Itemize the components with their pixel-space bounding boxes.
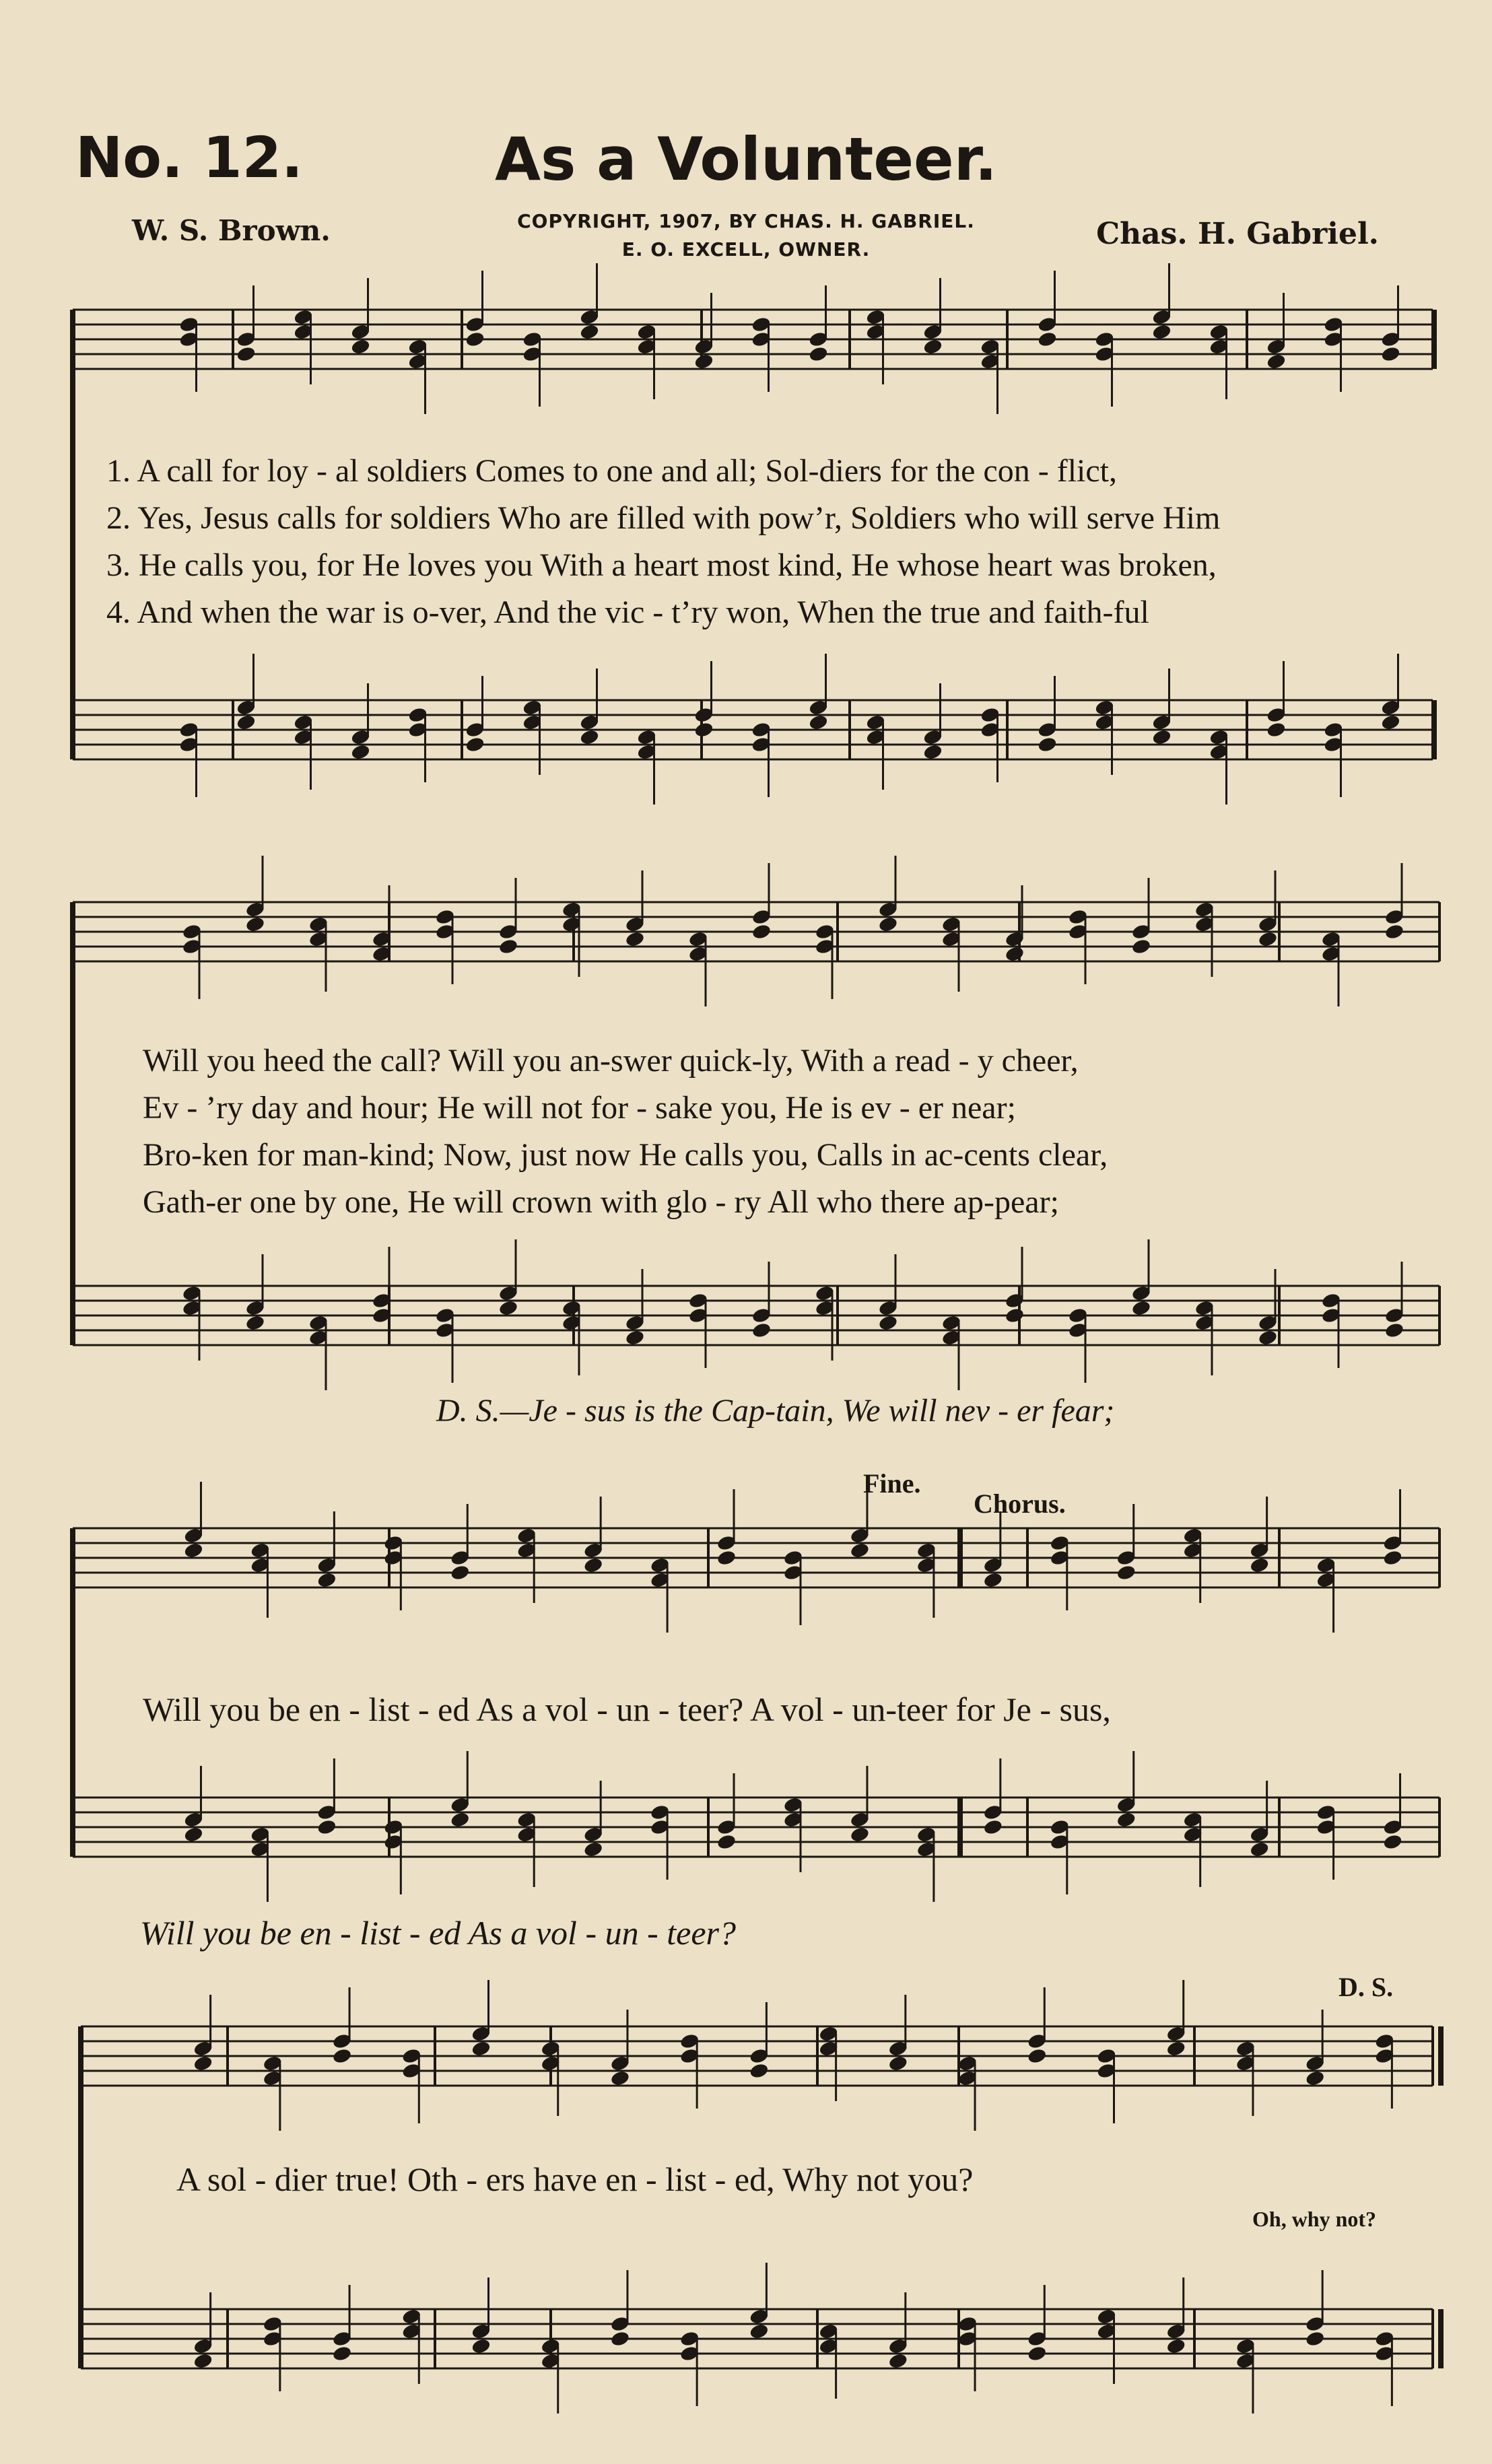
note-head <box>350 743 371 761</box>
note-head <box>1384 1322 1405 1339</box>
note-head <box>1027 2345 1048 2362</box>
note-head <box>1005 1307 1025 1324</box>
note-head <box>1005 945 1025 963</box>
fine-marker: Fine. <box>863 1468 921 1499</box>
note-head <box>1266 721 1287 739</box>
note-head <box>316 1571 337 1589</box>
note-head <box>471 2040 491 2057</box>
verse-3-line-2: Bro-ken for man-kind; Now, just now He calls you, Calls in ac-cents clear, <box>143 1137 1108 1173</box>
note-head <box>1382 1549 1403 1567</box>
verse-1-line: 1. A call for loy - al soldiers Comes to one and all; Sol-diers for the con - flict, <box>106 453 1118 489</box>
note-head <box>498 938 519 955</box>
note-head <box>808 714 829 731</box>
aside-echo: Oh, why not? <box>1252 2207 1377 2231</box>
copyright-line-2: E. O. EXCELL, OWNER. <box>621 238 871 261</box>
chorus-lyric-1: Will you be en - list - ed As a vol - un - teer? A vol - un-teer for Je - sus, <box>143 1690 1111 1728</box>
note-head <box>245 1314 266 1332</box>
note-head <box>751 1322 772 1339</box>
chorus-marker: Chorus. <box>974 1488 1066 1519</box>
note-head <box>850 1542 871 1559</box>
note-head <box>332 2047 353 2065</box>
note-head <box>450 1564 471 1581</box>
note-head <box>471 2337 491 2355</box>
chorus-lyric-2: A sol - dier true! Oth - ers have en - list - ed, Why not you? <box>176 2160 974 2198</box>
note-head <box>332 2345 353 2362</box>
note-head <box>450 1811 471 1828</box>
note-head <box>878 1314 899 1332</box>
note-head <box>625 930 646 948</box>
copyright-line-1: COPYRIGHT, 1907, BY CHAS. H. GABRIEL. <box>517 210 975 232</box>
ds-refrain-line: D. S.—Je - sus is the Cap-tain, We will nev - er fear; <box>436 1393 1115 1429</box>
note-head <box>1258 930 1279 948</box>
note-head <box>850 1826 871 1843</box>
note-head <box>1266 353 1287 370</box>
note-head <box>1027 2047 1048 2065</box>
note-head <box>236 345 257 363</box>
note-head <box>610 2069 631 2087</box>
verse-2-line: 2. Yes, Jesus calls for soldiers Who are filled with pow’r, Soldiers who will serve Him <box>106 500 1221 536</box>
note-head <box>1380 714 1401 731</box>
verse-1-line-2: Will you heed the call? Will you an-swer quick-ly, With a read - y cheer, <box>143 1043 1079 1079</box>
note-head <box>1037 736 1058 753</box>
note-head <box>1131 1299 1152 1317</box>
note-head <box>1305 2330 1326 2348</box>
note-head <box>1249 1841 1270 1858</box>
note-head <box>579 323 600 341</box>
composer: Chas. H. Gabriel. <box>1096 217 1379 251</box>
note-head <box>716 1549 737 1567</box>
ds-marker: D. S. <box>1338 1972 1394 2002</box>
note-head <box>983 1571 1004 1589</box>
lyricist: W. S. Brown. <box>132 214 331 247</box>
note-head <box>183 1826 204 1843</box>
note-head <box>1249 1556 1270 1574</box>
note-head <box>1037 331 1058 348</box>
note-head <box>625 1329 646 1346</box>
note-head <box>583 1556 604 1574</box>
note-head <box>1384 923 1405 940</box>
note-head <box>350 338 371 355</box>
chorus-bass-echo: Will you be en - list - ed As a vol - un - teer? <box>140 1914 736 1952</box>
note-head <box>693 353 714 370</box>
note-head <box>878 916 899 933</box>
note-head <box>888 2352 909 2370</box>
note-head <box>808 345 829 363</box>
note-head <box>749 2062 770 2080</box>
note-head <box>1131 938 1152 955</box>
note-head <box>193 2055 213 2072</box>
note-head <box>1380 345 1401 363</box>
note-head <box>1382 1833 1403 1851</box>
note-head <box>751 923 772 940</box>
note-head <box>245 916 266 933</box>
note-head <box>1116 1564 1137 1581</box>
note-head <box>749 2323 770 2340</box>
note-head <box>1258 1329 1279 1346</box>
note-head <box>1165 2040 1186 2057</box>
note-head <box>465 331 485 348</box>
note-head <box>1305 2069 1326 2087</box>
note-head <box>316 1818 337 1836</box>
note-head <box>498 1299 519 1317</box>
verse-2-line-2: Ev - ’ry day and hour; He will not for - sake you, He is ev - er near; <box>143 1090 1016 1126</box>
hymn-title: As a Volunteer. <box>494 125 998 194</box>
note-head <box>183 1542 204 1559</box>
note-head <box>236 714 257 731</box>
verse-4-line: 4. And when the war is o-ver, And the vic - t’ry won, When the true and faith-ful <box>106 594 1149 630</box>
note-head <box>693 721 714 739</box>
note-head <box>193 2352 213 2370</box>
note-head <box>888 2055 909 2072</box>
note-head <box>1116 1811 1137 1828</box>
note-head <box>922 743 943 761</box>
note-head <box>1165 2337 1186 2355</box>
note-head <box>610 2330 631 2348</box>
verse-3-line: 3. He calls you, for He loves you With a heart most kind, He whose heart was broken, <box>106 547 1217 583</box>
hymn-number: No. 12. <box>75 125 303 191</box>
note-head <box>465 736 485 753</box>
note-head <box>583 1841 604 1858</box>
note-head <box>1151 728 1172 746</box>
verse-4-line-2: Gath-er one by one, He will crown with glo - ry All who there ap-pear; <box>143 1184 1059 1220</box>
note-head <box>579 728 600 746</box>
note-head <box>716 1833 737 1851</box>
note-head <box>983 1818 1004 1836</box>
note-head <box>1151 323 1172 341</box>
note-head <box>922 338 943 355</box>
